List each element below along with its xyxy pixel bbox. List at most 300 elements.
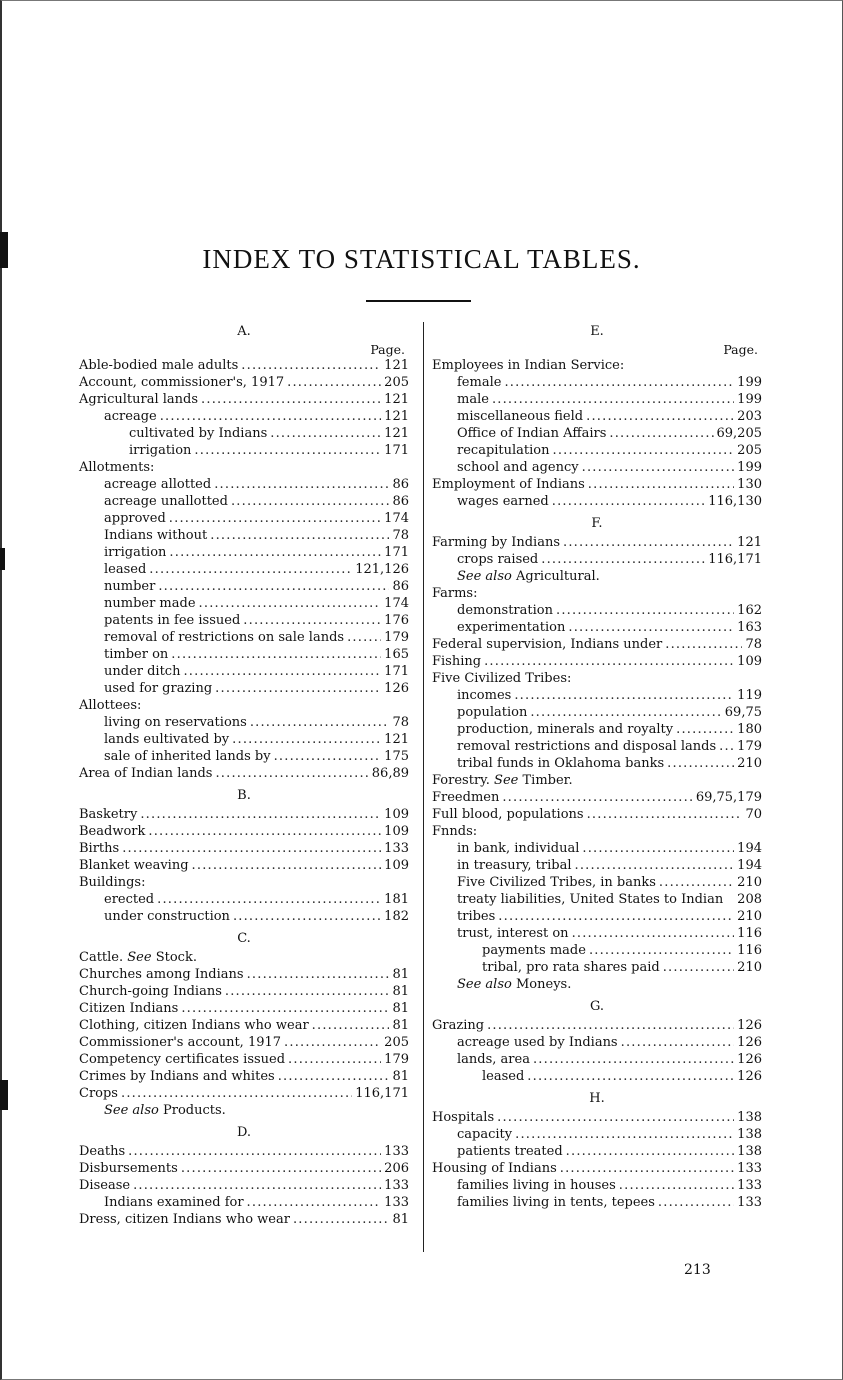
index-entry bbox=[432, 738, 762, 755]
entry-term bbox=[457, 619, 565, 636]
leader-dots bbox=[278, 1068, 390, 1085]
page-reference: 69,75 bbox=[724, 705, 762, 720]
index-entry bbox=[79, 527, 409, 544]
index-entry bbox=[79, 1051, 409, 1068]
index-entry bbox=[432, 1143, 762, 1160]
page-reference: 165 bbox=[384, 647, 409, 662]
entry-term bbox=[79, 1051, 285, 1068]
entry-label: leased bbox=[482, 1069, 525, 1084]
index-entry bbox=[432, 1126, 762, 1143]
entry-term bbox=[104, 714, 247, 731]
index-entry bbox=[79, 714, 409, 731]
leader-dots bbox=[133, 1177, 381, 1194]
entry-label: acreage allotted bbox=[104, 477, 212, 492]
page-reference: 179 bbox=[384, 630, 409, 645]
see-reference: See bbox=[494, 773, 519, 788]
index-entry bbox=[432, 551, 762, 568]
entry-label: families living in houses bbox=[457, 1178, 616, 1193]
index-entry bbox=[79, 561, 409, 578]
page-reference: 81 bbox=[392, 1069, 409, 1084]
page-reference: 78 bbox=[745, 637, 762, 652]
entry-term bbox=[104, 731, 229, 748]
entry-label: Buildings: bbox=[79, 875, 146, 890]
leader-dots bbox=[492, 391, 734, 408]
page-reference: 199 bbox=[737, 460, 762, 475]
entry-label: Crops bbox=[79, 1086, 118, 1101]
entry-label: production, minerals and royalty bbox=[457, 722, 674, 737]
entry-label: under ditch bbox=[104, 664, 181, 679]
entry-label: acreage unallotted bbox=[104, 494, 228, 509]
entry-term bbox=[457, 1177, 616, 1194]
entry-term bbox=[432, 1109, 494, 1126]
entry-term bbox=[457, 738, 716, 755]
entry-label: recapitulation bbox=[457, 443, 550, 458]
page-reference: 205 bbox=[737, 443, 762, 458]
index-column-right bbox=[432, 318, 762, 1211]
page-reference: 81 bbox=[392, 967, 409, 982]
entry-label: cultivated by Indians bbox=[129, 426, 268, 441]
entry-term bbox=[79, 874, 145, 891]
leader-dots bbox=[589, 942, 734, 959]
entry-label: Full blood, populations bbox=[432, 807, 584, 822]
page-reference: 179 bbox=[737, 739, 762, 754]
index-entry bbox=[79, 731, 409, 748]
leader-dots bbox=[665, 636, 742, 653]
entry-term bbox=[104, 612, 240, 629]
entry-label: Indians examined for bbox=[104, 1195, 244, 1210]
section-letter: H. bbox=[589, 1091, 605, 1106]
leader-dots bbox=[293, 1211, 389, 1228]
leader-dots bbox=[552, 493, 705, 510]
index-entry bbox=[79, 1160, 409, 1177]
index-entry bbox=[79, 983, 409, 1000]
page-reference: 138 bbox=[737, 1127, 762, 1142]
entry-label: treaty liabilities, United States to Indian bbox=[457, 892, 724, 907]
entry-term bbox=[79, 391, 198, 408]
page-reference: 109 bbox=[384, 824, 409, 839]
entry-label: population bbox=[457, 705, 528, 720]
entry-label: Clothing, citizen Indians who wear bbox=[79, 1018, 309, 1033]
index-entry bbox=[432, 585, 762, 602]
entry-term bbox=[79, 823, 145, 840]
page-column-header: Page. bbox=[370, 342, 405, 357]
entry-term bbox=[79, 983, 222, 1000]
entry-label: Basketry bbox=[79, 807, 138, 822]
index-entry bbox=[79, 1211, 409, 1228]
index-section bbox=[432, 322, 762, 510]
leader-dots bbox=[586, 408, 734, 425]
leader-dots bbox=[157, 891, 381, 908]
entry-term bbox=[457, 755, 664, 772]
entry-label: in treasury, tribal bbox=[457, 858, 572, 873]
leader-dots bbox=[181, 1000, 389, 1017]
index-entry bbox=[79, 595, 409, 612]
entry-term bbox=[79, 357, 238, 374]
page-reference: 133 bbox=[384, 1144, 409, 1159]
page-reference: 210 bbox=[737, 909, 762, 924]
index-entry bbox=[79, 840, 409, 857]
page-reference: 109 bbox=[384, 858, 409, 873]
page-reference: 109 bbox=[384, 807, 409, 822]
entry-term bbox=[104, 561, 146, 578]
page-reference: 78 bbox=[392, 715, 409, 730]
index-entry bbox=[432, 687, 762, 704]
entry-term bbox=[457, 568, 600, 585]
index-entry bbox=[432, 636, 762, 653]
entry-label: wages earned bbox=[457, 494, 549, 509]
page-reference: 206 bbox=[384, 1161, 409, 1176]
index-entry bbox=[79, 1143, 409, 1160]
page-reference: 210 bbox=[737, 875, 762, 890]
entry-term bbox=[79, 806, 137, 823]
page-reference: 163 bbox=[737, 620, 762, 635]
leader-dots bbox=[667, 755, 734, 772]
page-reference: 210 bbox=[737, 756, 762, 771]
leader-dots bbox=[515, 1126, 734, 1143]
page-reference: 126 bbox=[737, 1035, 762, 1050]
page-reference: 121 bbox=[384, 409, 409, 424]
entry-term bbox=[79, 840, 119, 857]
entry-label: removal of restrictions on sale lands bbox=[104, 630, 345, 645]
entry-term bbox=[432, 534, 560, 551]
index-entry bbox=[79, 680, 409, 697]
page-reference: 180 bbox=[737, 722, 762, 737]
entry-term bbox=[79, 949, 197, 966]
index-entry bbox=[432, 391, 762, 408]
index-entry bbox=[432, 493, 762, 510]
index-entry bbox=[79, 391, 409, 408]
see-reference: See also bbox=[104, 1103, 159, 1118]
entry-term bbox=[457, 1194, 655, 1211]
section-letter: A. bbox=[237, 324, 251, 339]
index-entry bbox=[432, 823, 762, 840]
leader-dots bbox=[158, 578, 389, 595]
see-target: Stock. bbox=[155, 950, 197, 965]
leader-dots bbox=[247, 966, 390, 983]
entry-term bbox=[79, 1143, 125, 1160]
entry-label: Area of Indian lands bbox=[79, 766, 213, 781]
entry-term bbox=[104, 646, 168, 663]
page-reference: 86 bbox=[392, 477, 409, 492]
page-reference: 121 bbox=[384, 392, 409, 407]
page-reference: 121 bbox=[384, 426, 409, 441]
leader-dots bbox=[563, 534, 734, 551]
entry-term bbox=[104, 908, 230, 925]
leader-dots bbox=[225, 983, 390, 1000]
entry-term bbox=[457, 840, 579, 857]
entry-term bbox=[79, 374, 284, 391]
index-entry bbox=[432, 1160, 762, 1177]
index-section bbox=[79, 322, 409, 782]
entry-label: Housing of Indians bbox=[432, 1161, 557, 1176]
page-reference: 133 bbox=[384, 841, 409, 856]
entry-term bbox=[457, 1143, 563, 1160]
page-reference: 181 bbox=[384, 892, 409, 907]
entry-label: Five Civilized Tribes, in banks bbox=[457, 875, 656, 890]
index-entry bbox=[432, 653, 762, 670]
leader-dots bbox=[232, 731, 381, 748]
entry-label: lands eultivated by bbox=[104, 732, 230, 747]
leader-dots bbox=[582, 840, 734, 857]
entry-term bbox=[129, 425, 267, 442]
entry-label: Federal supervision, Indians under bbox=[432, 637, 663, 652]
index-entry bbox=[79, 874, 409, 891]
entry-term bbox=[79, 1034, 281, 1051]
see-target: Timber. bbox=[522, 773, 573, 788]
entry-label: Freedmen bbox=[432, 790, 500, 805]
index-entry bbox=[79, 765, 409, 782]
leader-dots bbox=[719, 738, 734, 755]
entry-term bbox=[104, 493, 228, 510]
index-entry bbox=[432, 408, 762, 425]
index-entry bbox=[79, 425, 409, 442]
index-entry bbox=[432, 891, 762, 908]
leader-dots bbox=[199, 595, 382, 612]
entry-label: Births bbox=[79, 841, 120, 856]
index-entry bbox=[79, 544, 409, 561]
index-entry bbox=[432, 772, 762, 789]
index-entry bbox=[79, 908, 409, 925]
leader-dots bbox=[658, 1194, 734, 1211]
entry-term bbox=[457, 1126, 512, 1143]
index-entry bbox=[432, 925, 762, 942]
entry-label: Churches among Indians bbox=[79, 967, 244, 982]
page-reference: 86 bbox=[392, 579, 409, 594]
leader-dots bbox=[575, 857, 735, 874]
leader-dots bbox=[243, 612, 381, 629]
page-reference: 210 bbox=[737, 960, 762, 975]
index-entry bbox=[79, 1068, 409, 1085]
entry-label: leased bbox=[104, 562, 147, 577]
index-entry bbox=[432, 534, 762, 551]
page-reference: 126 bbox=[737, 1052, 762, 1067]
index-entry bbox=[432, 789, 762, 806]
page-reference: 138 bbox=[737, 1144, 762, 1159]
entry-term bbox=[457, 425, 606, 442]
page-reference: 138 bbox=[737, 1110, 762, 1125]
index-entry bbox=[432, 1051, 762, 1068]
entry-label: number made bbox=[104, 596, 196, 611]
leader-dots bbox=[148, 823, 381, 840]
leader-dots bbox=[215, 765, 368, 782]
index-entry bbox=[432, 568, 762, 585]
index-entry bbox=[432, 425, 762, 442]
entry-label: removal restrictions and disposal lands bbox=[457, 739, 717, 754]
page-reference: 121 bbox=[737, 535, 762, 550]
entry-label: tribal, pro rata shares paid bbox=[482, 960, 660, 975]
see-reference: See also bbox=[457, 977, 512, 992]
entry-term bbox=[457, 976, 571, 993]
index-entry bbox=[79, 612, 409, 629]
leader-dots bbox=[619, 1177, 734, 1194]
leader-dots bbox=[288, 1051, 381, 1068]
page-reference: 133 bbox=[737, 1195, 762, 1210]
index-entry bbox=[432, 721, 762, 738]
leader-dots bbox=[587, 806, 743, 823]
entry-label: Five Civilized Tribes: bbox=[432, 671, 572, 686]
page-reference: 179 bbox=[384, 1052, 409, 1067]
index-entry bbox=[79, 1017, 409, 1034]
entry-term bbox=[104, 1194, 244, 1211]
entry-term bbox=[457, 1034, 618, 1051]
entry-term bbox=[457, 874, 656, 891]
entry-label: Allottees: bbox=[79, 698, 142, 713]
index-entry bbox=[432, 942, 762, 959]
entry-term bbox=[104, 680, 212, 697]
entry-label: capacity bbox=[457, 1127, 513, 1142]
index-entry bbox=[79, 646, 409, 663]
index-entry bbox=[79, 949, 409, 966]
leader-dots bbox=[484, 653, 734, 670]
entry-label: Disbursements bbox=[79, 1161, 178, 1176]
index-entry bbox=[432, 670, 762, 687]
entry-label: Commissioner's account, 1917 bbox=[79, 1035, 282, 1050]
entry-term bbox=[432, 357, 624, 374]
index-entry bbox=[432, 357, 762, 374]
index-entry bbox=[432, 976, 762, 993]
entry-label: Citizen Indians bbox=[79, 1001, 179, 1016]
leader-dots bbox=[274, 748, 382, 765]
entry-label: payments made bbox=[482, 943, 586, 958]
page-reference: 130 bbox=[737, 477, 762, 492]
entry-label: Agricultural lands bbox=[79, 392, 199, 407]
page-reference: 176 bbox=[384, 613, 409, 628]
index-entry bbox=[79, 697, 409, 714]
page-reference: 116,171 bbox=[708, 552, 762, 567]
page-reference: 203 bbox=[737, 409, 762, 424]
leader-dots bbox=[498, 908, 734, 925]
entry-term bbox=[432, 823, 477, 840]
index-entry bbox=[79, 823, 409, 840]
leader-dots bbox=[215, 680, 381, 697]
leader-dots bbox=[201, 391, 381, 408]
entry-label: Blanket weaving bbox=[79, 858, 189, 873]
entry-label: Competency certificates issued bbox=[79, 1052, 286, 1067]
index-section bbox=[432, 1089, 762, 1211]
entry-label: incomes bbox=[457, 688, 512, 703]
entry-term bbox=[104, 1102, 226, 1119]
leader-dots bbox=[122, 840, 381, 857]
page-reference: 86 bbox=[392, 494, 409, 509]
leader-dots bbox=[582, 459, 735, 476]
entry-label: Farming by Indians bbox=[432, 535, 560, 550]
entry-label: living on reservations bbox=[104, 715, 247, 730]
page-reference: 174 bbox=[384, 511, 409, 526]
entry-term bbox=[104, 578, 155, 595]
entry-term bbox=[457, 721, 673, 738]
entry-term bbox=[79, 1211, 290, 1228]
entry-label: Church-going Indians bbox=[79, 984, 222, 999]
index-section bbox=[432, 997, 762, 1085]
index-entry bbox=[432, 476, 762, 493]
entry-term bbox=[457, 704, 527, 721]
page-reference: 199 bbox=[737, 392, 762, 407]
page-reference: 116 bbox=[737, 943, 762, 958]
entry-term bbox=[432, 1160, 557, 1177]
leader-dots bbox=[541, 551, 705, 568]
section-letter: C. bbox=[237, 931, 251, 946]
leader-dots bbox=[250, 714, 390, 731]
index-section bbox=[432, 514, 762, 993]
leader-dots bbox=[530, 704, 721, 721]
entry-label: Cattle. bbox=[79, 950, 124, 965]
entry-term bbox=[104, 544, 166, 561]
index-entry bbox=[432, 874, 762, 891]
entry-term bbox=[79, 1160, 178, 1177]
index-entry bbox=[432, 806, 762, 823]
page-reference: 171 bbox=[384, 664, 409, 679]
page-reference: 116 bbox=[737, 926, 762, 941]
entry-label: tribes bbox=[457, 909, 496, 924]
leader-dots bbox=[181, 1160, 381, 1177]
leader-dots bbox=[233, 908, 381, 925]
page-reference: 69,205 bbox=[716, 426, 762, 441]
leader-dots bbox=[183, 663, 381, 680]
entry-term bbox=[104, 629, 344, 646]
leader-dots bbox=[566, 1143, 735, 1160]
page-reference: 205 bbox=[384, 1035, 409, 1050]
index-entry bbox=[432, 755, 762, 772]
index-entry bbox=[432, 959, 762, 976]
entry-label: in bank, individual bbox=[457, 841, 580, 856]
page-reference: 133 bbox=[384, 1195, 409, 1210]
entry-term bbox=[104, 595, 196, 612]
index-section bbox=[79, 929, 409, 1119]
page-reference: 78 bbox=[392, 528, 409, 543]
leader-dots bbox=[140, 806, 381, 823]
page-reference: 86,89 bbox=[371, 766, 409, 781]
leader-dots bbox=[169, 510, 381, 527]
index-entry bbox=[432, 1068, 762, 1085]
entry-label: miscellaneous field bbox=[457, 409, 584, 424]
page-reference: 81 bbox=[392, 1001, 409, 1016]
entry-term bbox=[457, 551, 538, 568]
entry-term bbox=[457, 391, 489, 408]
entry-label: patients treated bbox=[457, 1144, 563, 1159]
section-letter: G. bbox=[589, 999, 605, 1014]
leader-dots bbox=[609, 425, 713, 442]
entry-term bbox=[432, 670, 571, 687]
entry-term bbox=[457, 459, 579, 476]
entry-label: Dress, citizen Indians who wear bbox=[79, 1212, 290, 1227]
page-number: 213 bbox=[684, 1262, 711, 1278]
index-entry bbox=[79, 663, 409, 680]
leader-dots bbox=[128, 1143, 381, 1160]
index-entry bbox=[79, 374, 409, 391]
page-reference: 162 bbox=[737, 603, 762, 618]
page-reference: 133 bbox=[737, 1161, 762, 1176]
page-reference: 70 bbox=[745, 807, 762, 822]
entry-term bbox=[104, 891, 154, 908]
entry-label: number bbox=[104, 579, 156, 594]
entry-label: Hospitals bbox=[432, 1110, 495, 1125]
index-entry bbox=[432, 704, 762, 721]
index-entry bbox=[79, 1177, 409, 1194]
index-column-left bbox=[79, 318, 409, 1228]
page-reference: 119 bbox=[737, 688, 762, 703]
leader-dots bbox=[504, 374, 734, 391]
section-letter: E. bbox=[590, 324, 604, 339]
page-reference: 81 bbox=[392, 1018, 409, 1033]
entry-term bbox=[482, 959, 660, 976]
see-reference: See bbox=[127, 950, 152, 965]
page-reference: 121 bbox=[384, 732, 409, 747]
leader-dots bbox=[347, 629, 381, 646]
entry-label: crops raised bbox=[457, 552, 539, 567]
entry-term bbox=[457, 891, 723, 908]
column-divider bbox=[423, 322, 424, 1252]
page-reference: 109 bbox=[737, 654, 762, 669]
